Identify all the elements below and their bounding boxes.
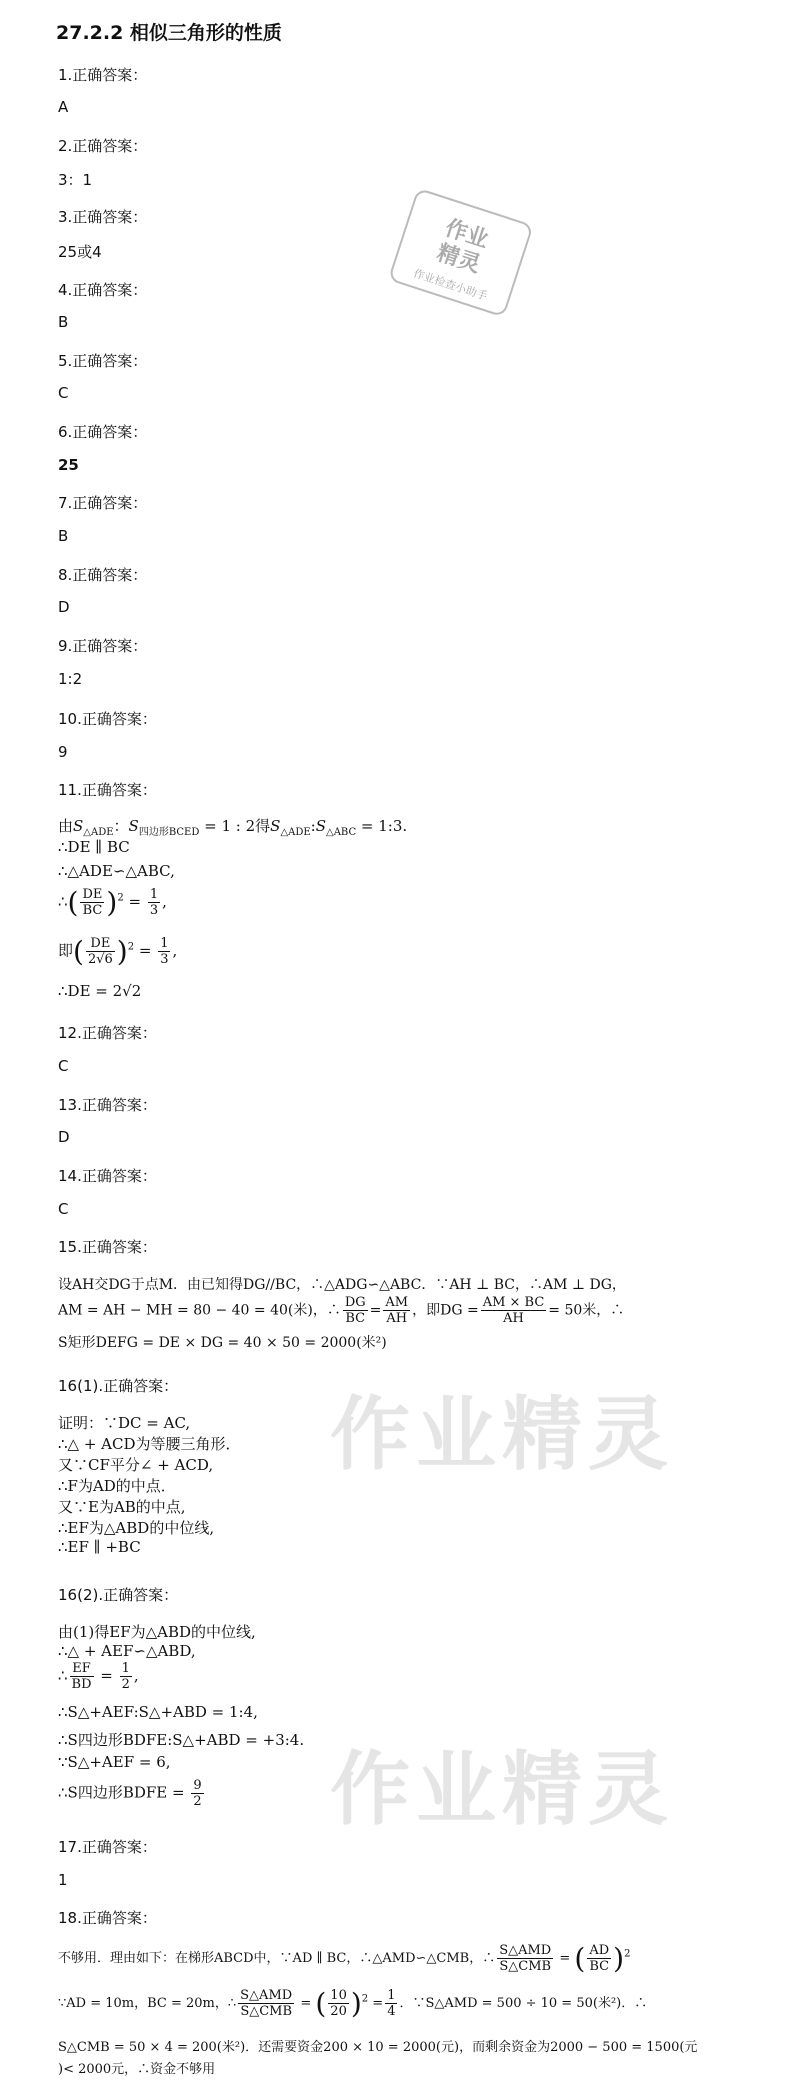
answer-9-value: 1:2 [58,670,83,688]
answer-2-value: 3：1 [58,171,93,189]
answer-15-head: 15.正确答案： [58,1238,157,1256]
answer-6-value: 25 [58,456,79,474]
q18-line-4: )< 2000元，∴资金不够用 [58,2062,216,2077]
q16-2-line-7: ∴S四边形BDFE = $\frac{9}{2}$ [58,1778,202,1809]
q11-line-4: ∴( $\frac{DE}{BC}$ )$^2$ = $\frac{1}{3}$ , [58,886,167,919]
svg-text:精灵: 精灵 [433,240,484,278]
answer-14-value: C [58,1200,69,1218]
answer-16-1-head: 16(1).正确答案： [58,1377,179,1395]
answer-3-value: 25或4 [58,243,102,261]
answer-14-head: 14.正确答案： [58,1167,157,1185]
watermark: 作业精灵 [330,1743,674,1836]
q18-line-2: ∵AD = 10m，BC = 20m，∴ $\frac{\text{S△AMD}}{\text{S△CMB}}$ = ( $\frac{10}{20}$ )$^2$ = $\frac{1}{4}$ ．∵S△AMD = 500 ÷ 10 = 50(米²)．∴ [58,1987,648,2020]
q11-line-1: 由$S_{\triangle ADE}$：$S_{四边形BCED} = 1$ : 2得$S_{\triangle ADE}:S_{\triangle ABC}$ = 1:3. [58,817,408,838]
answer-12-head: 12.正确答案： [58,1024,157,1042]
answer-1-head: 1.正确答案： [58,66,148,84]
q11-line-5: 即( $\frac{DE}{2√6}$ )$^2$ = $\frac{1}{3}$ , [58,935,178,968]
q16-1-line-3: 又∵CF平分∠ + ACD, [58,1456,214,1474]
q16-1-line-4: ∴F为AD的中点． [58,1477,176,1495]
answer-10-value: 9 [58,743,68,761]
stamp-logo [376,181,543,329]
svg-text:作业: 作业 [441,215,492,254]
svg-text:作业检查小助手: 作业检查小助手 [411,266,489,304]
answer-1-value: A [58,98,69,116]
answer-13-value: D [58,1128,70,1146]
answer-4-value: B [58,313,69,331]
q16-2-line-6: ∵S△+AEF = 6, [58,1753,171,1771]
answer-12-value: C [58,1057,69,1075]
q11-line-2: ∴DE ∥ BC [58,838,130,856]
q18-line-3: S△CMB = 50 × 4 = 200(米²)．还需要资金200 × 10 = 2000(元)，而剩余资金为2000 − 500 = 1500(元 [58,2040,698,2055]
q11-line-6: ∴DE = 2√2 [58,982,142,1000]
q15-line-3: S矩形DEFG = DE × DG = 40 × 50 = 2000(米²) [58,1335,387,1351]
answer-11-head: 11.正确答案： [58,781,157,799]
q16-2-line-3: ∴ $\frac{EF}{BD}$ = $\frac{1}{2}$ , [58,1661,139,1692]
q16-1-line-6: ∴EF为△ABD的中位线, [58,1519,215,1537]
answer-4-head: 4.正确答案： [58,281,148,299]
answer-7-value: B [58,527,69,545]
answer-10-head: 10.正确答案： [58,710,157,728]
answer-8-head: 8.正确答案： [58,566,148,584]
q18-line-1: 不够用．理由如下：在梯形ABCD中，∵AD ∥ BC，∴△AMD∽△CMB，∴ $\frac{\text{S△AMD}}{\text{S△CMB}}$ = ( $\frac{AD}{BC}$ )$^2$ [58,1942,631,1975]
q16-1-line-2: ∴△ + ACD为等腰三角形． [58,1435,241,1453]
q16-2-line-5: ∴S四边形BDFE:S△+ABD = +3:4. [58,1731,305,1749]
answer-9-head: 9.正确答案： [58,637,148,655]
answer-16-2-head: 16(2).正确答案： [58,1586,179,1604]
answer-7-head: 7.正确答案： [58,494,148,512]
answer-17-value: 1 [58,1871,68,1889]
q16-2-line-4: ∴S△+AEF:S△+ABD = 1:4, [58,1703,258,1721]
q15-line-2: AM = AH − MH = 80 − 40 = 40(米)，∴ $\frac{DG}{BC}$ = $\frac{AM}{AH}$ ，即DG = $\frac{AM \times BC}{AH}$ = 50米，∴ [58,1295,625,1326]
q16-1-line-1: 证明：∵DC = AC, [58,1414,191,1432]
answer-6-head: 6.正确答案： [58,423,148,441]
q16-2-line-2: ∴△ + AEF∽△ABD, [58,1642,196,1660]
answer-17-head: 17.正确答案： [58,1838,157,1856]
answer-5-head: 5.正确答案： [58,352,148,370]
q11-line-3: ∴△ADE∽△ABC, [58,862,175,880]
answer-3-head: 3.正确答案： [58,208,148,226]
page-title: 27.2.2 相似三角形的性质 [56,22,282,44]
answer-13-head: 13.正确答案： [58,1096,157,1114]
answer-18-head: 18.正确答案： [58,1909,157,1927]
answer-8-value: D [58,598,70,616]
q16-1-line-7: ∴EF ∥ +BC [58,1538,141,1556]
watermark: 作业精灵 [330,1388,674,1481]
answer-5-value: C [58,384,69,402]
q16-1-line-5: 又∵E为AB的中点, [58,1498,186,1516]
q15-line-1: 设AH交DG于点M．由已知得DG//BC，∴△ADG∽△ABC．∵AH ⊥ BC，∴AM ⊥ DG， [58,1277,626,1293]
q16-2-line-1: 由(1)得EF为△ABD的中位线, [58,1623,256,1641]
answer-2-head: 2.正确答案： [58,137,148,155]
